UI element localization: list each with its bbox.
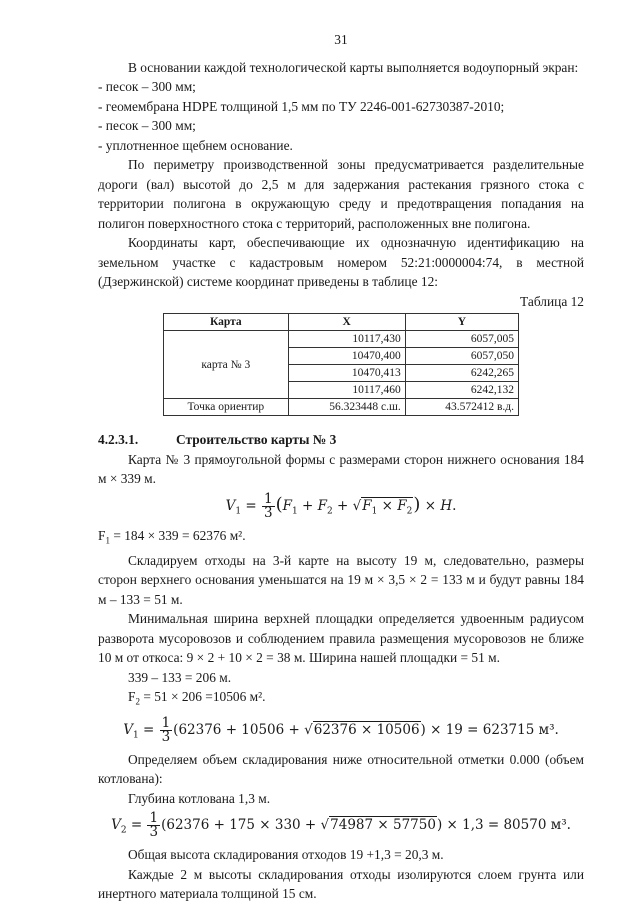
orient-y: 43.572412 в.д. [405,399,518,416]
section-title: Строительство карты № 3 [176,432,337,447]
column-header-y: Y [405,314,518,331]
coordinates-table [163,313,519,416]
column-header-map: Карта [164,314,289,331]
paragraph-pit-volume: Определяем объем складирования ниже относительной отметки 0.000 (объем котлована): [98,751,584,787]
paragraph-intro: В основании каждой технологической карты выполняется водоупорный экран: [128,59,579,75]
orient-x: 56.323448 с.ш. [288,399,405,416]
column-header-x: X [288,314,405,331]
list-item: - песок – 300 мм; [98,79,196,94]
f1-calc: = 184 × 339 = 62376 м². [113,527,246,543]
paragraph-coordinates: Координаты карт, обеспечивающие их однозначную идентификацию на земельном участке с кадастровым номером 52:21:0000004:74, в местной (Дзержинской) системе координат приведены в таблице 12: [98,235,584,289]
formula-f2-line: $F_2 = 51 \times 206 =10506$ м². [128,689,266,708]
f2-calc: = 51 × 206 =10506 м². [143,689,266,705]
formula-volume-2: $V_2$ = $\frac{1}{3}$ (62376 + 175 × 330 + √74987 × 57750) × 1,3 = 80570 м³. [111,810,571,841]
list-item: - песок – 300 мм; [98,118,196,133]
formula-volume-1: $V_1$ = $\frac{1}{3}$ (62376 + 10506 + √62376 × 10506) × 19 = 623715 м³. [123,714,559,745]
cell-y: 6057,050 [405,348,518,365]
cell-x: 10470,400 [288,348,405,365]
paragraph-isolation: Каждые 2 м высоты складирования отходы изолируются слоем грунта или инертного материала толщиной 15 см. [98,866,584,902]
section-number: 4.2.3.1. [98,432,139,447]
orient-label: Точка ориентир [164,399,289,416]
table-header-row [164,314,519,331]
cell-x: 10470,413 [288,365,405,382]
table-row [164,399,519,416]
paragraph-perimeter: По периметру производственной зоны предусматривается разделительные дороги (вал) высотой до 2,5 м для задержания растекания грязного стока с территории полигона в окружающую среду и предотвращения попадания на полигон поверхностного стока с территорий, расположенных вне полигона. [98,157,584,231]
table-row [164,331,519,348]
cell-x: 10117,460 [288,382,405,399]
paragraph-pit-depth: Глубина котлована 1,3 м. [128,790,271,806]
formula-f1-line: $F_1 = 184 \times 339 = 62376$ м². [98,527,246,546]
cell-y: 6242,132 [405,382,518,399]
formula-volume-general: $V_1$ = $\frac{1}{3}$ $(F_1 + F_2 + √F_1 \times F_2) \times H$. [225,490,457,521]
cell-x: 10117,430 [288,331,405,348]
list-item: - уплотненное щебнем основание. [98,137,293,153]
calc-line: 339 – 133 = 206 м. [128,669,232,685]
section-heading [98,430,584,450]
paragraph-total-height: Общая высота складирования отходов 19 +1,3 = 20,3 м. [128,847,444,863]
cell-y: 6242,265 [405,365,518,382]
paragraph-map-shape: Карта № 3 прямоугольной формы с размерами сторон нижнего основания 184 м × 339 м. [98,451,584,486]
page-number: 31 [334,32,348,47]
list-item: - геомембрана HDPE толщиной 1,5 мм по ТУ 2246-001-62730387-2010; [98,98,505,114]
table-caption: Таблица 12 [520,293,584,309]
paragraph-storage-height: Складируем отходы на 3-й карте на высоту 19 м, следовательно, размеры сторон верхнего основания уменьшатся на 19 м × 3,5 × 2 = 133 м и будут равны 184 м – 133 = 51 м. [98,552,584,607]
paragraph-min-width: Минимальная ширина верхней площадки определяется удвоенным радиусом разворота мусоровозов и соблюдением правила размещения мусоровозов не ближе 10 м от откоса: 9 × 2 + 10 × 2 = 38 м. Ширина нашей площадки = 51 м. [98,611,584,666]
map-cell: карта № 3 [164,331,289,399]
cell-y: 6057,005 [405,331,518,348]
